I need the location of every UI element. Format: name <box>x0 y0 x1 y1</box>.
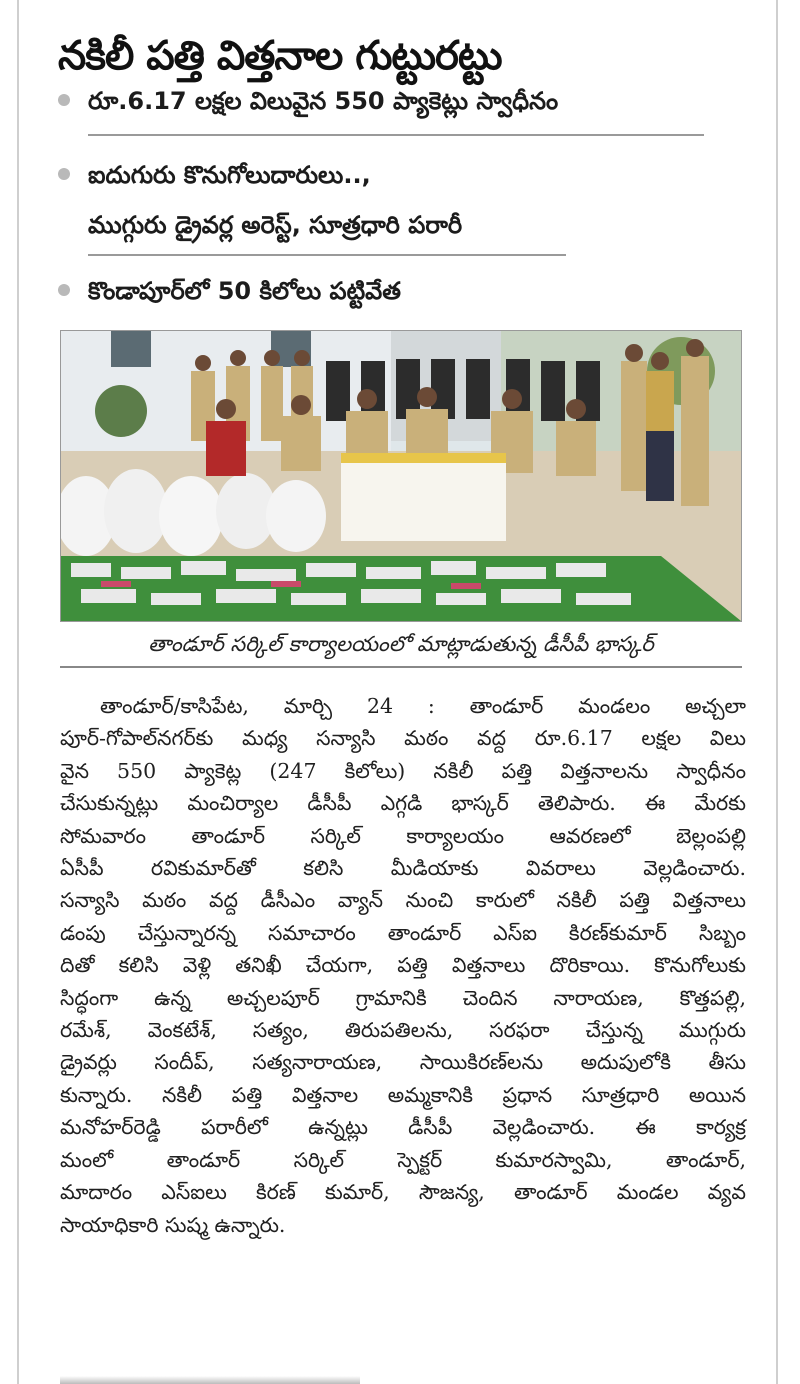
article-line: రమేశ్, వెంకటేశ్, సత్యం, తిరుపతిలను, సరఫరా చేస్తున్న ముగ్గురు <box>60 1018 746 1043</box>
article-line: పూర్-గోపాల్‌నగర్‌కు మధ్య సన్యాసి మఠం వద్ద రూ.6.17 లక్షల విలు <box>60 726 746 751</box>
article-line: సాయాధికారి సుష్మ ఉన్నారు. <box>60 1212 286 1237</box>
article-line: సోమవారం తాండూర్ సర్కిల్ కార్యాలయం ఆవరణలో బెల్లంపల్లి <box>60 823 746 848</box>
article-line: కున్నారు. నకిలీ పత్తి విత్తనాల అమ్మకానికి ప్రధాన సూత్రధారి అయిన <box>60 1082 746 1107</box>
news-photo <box>60 330 742 622</box>
bullet-icon <box>58 284 70 296</box>
next-article-cut <box>60 1376 360 1384</box>
subhead-3: కొండాపూర్‌లో 50 కిలోలు పట్టివేత <box>58 274 401 308</box>
article-line: డంపు చేస్తున్నారన్న సమాచారం తాండూర్ ఎస్ఐ కిరణ్‌కుమార్ సిబ్బం <box>60 920 746 945</box>
article-line: డ్రైవర్లు సందీప్, సత్యనారాయణ, సాయికిరణ్‌లను అదుపులోకి తీసు <box>60 1050 746 1075</box>
article-line: చేసుకున్నట్లు మంచిర్యాల డీసీపీ ఎగ్గడి భాస్కర్ తెలిపారు. ఈ మేరకు <box>60 791 746 816</box>
subhead-2-continued: ముగ్గురు డ్రైవర్ల అరెస్ట్, సూత్రధారి పరారీ <box>88 211 463 239</box>
article-line: సిద్ధంగా ఉన్న అచ్చలపూర్ గ్రామానికి చెందిన నారాయణ, కొత్తపల్లి, <box>60 985 746 1010</box>
article-line: మాదారం ఎస్ఐలు కిరణ్ కుమార్, సౌజన్య, తాండూర్ మండల వ్యవ <box>60 1180 746 1205</box>
bullet-icon <box>58 168 70 180</box>
article-line: మనోహర్‌రెడ్డి పరారీలో ఉన్నట్లు డీసీపీ వెల్లడించారు. ఈ కార్యక్ర <box>60 1115 746 1140</box>
right-column-rule <box>776 0 778 1384</box>
article-line: ఏసీపీ రవికుమార్‌తో కలిసి మీడియాకు వివరాలు వెల్లడించారు. <box>60 856 746 881</box>
article-line: సన్యాసి మఠం వద్ద డీసీఎం వ్యాన్ నుంచి కారులో నకిలీ పత్తి విత్తనాలు <box>60 888 746 913</box>
subhead-underline <box>88 254 566 256</box>
left-column-rule <box>17 0 19 1384</box>
article-line: దితో కలిసి వెళ్లి తనిఖీ చేయగా, పత్తి విత్తనాలు దొరికాయి. కొనుగోలుకు <box>60 953 746 978</box>
article-line: తాండూర్/కాసిపేట, మార్చి 24 : తాండూర్ మండలం అచ్చలా <box>100 694 746 718</box>
photo-caption: తాండూర్ సర్కిల్ కార్యాలయంలో మాట్లాడుతున్న డీసీపీ భాస్కర్ <box>60 622 742 668</box>
subhead-1: రూ.6.17 లక్షల విలువైన 550 ప్యాకెట్లు స్వాధీనం <box>58 84 558 118</box>
press-conference-photo-icon <box>61 331 741 621</box>
headline: నకిలీ పత్తి విత్తనాల గుట్టురట్టు <box>58 33 502 79</box>
subhead-2: ఐదుగురు కొనుగోలుదారులు.., <box>58 158 371 192</box>
bullet-icon <box>58 94 70 106</box>
article-body <box>60 690 746 1241</box>
article-line: వైన 550 ప్యాకెట్ల (247 కిలోలు) నకిలీ పత్తి విత్తనాలను స్వాధీనం <box>60 758 746 783</box>
article-line: మంలో తాండూర్ సర్కిల్ స్పెక్టర్ కుమారస్వామి, తాండూర్, <box>60 1147 746 1172</box>
subhead-underline <box>88 134 704 136</box>
